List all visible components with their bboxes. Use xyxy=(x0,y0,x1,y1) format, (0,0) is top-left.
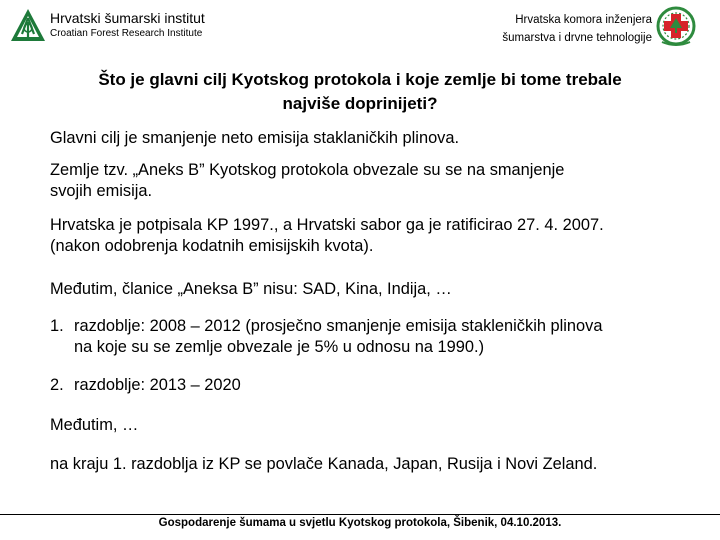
paragraph-non-members: Međutim, članice „Aneksa B” nisu: SAD, Kina, Indija, … xyxy=(50,280,452,298)
period-1-line2: na koje su se zemlje obvezale je 5% u odnosu na 1990.) xyxy=(74,338,485,356)
paragraph-croatia-line2: (nakon odobrenja kodatnih emisijskih kvota). xyxy=(50,237,374,255)
forestry-chamber-emblem-icon xyxy=(656,6,696,48)
period-1-text: razdoblje: 2008 – 2012 (prosječno smanjenje emisija stakleničkih plinova xyxy=(74,317,603,335)
chamber-name-line2: šumarstva i drvne tehnologije xyxy=(502,32,652,44)
slide-title-line1: Što je glavni cilj Kyotskog protokola i koje zemlje bi tome trebale xyxy=(98,70,622,89)
period-1-line1 xyxy=(50,316,690,337)
paragraph-croatia-ratification xyxy=(50,215,690,257)
paragraph-withdrawals: na kraju 1. razdoblja iz KP se povlače Kanada, Japan, Rusija i Novi Zeland. xyxy=(50,455,598,473)
institute-name: Hrvatski šumarski institut xyxy=(50,10,205,26)
chamber-name-line1: Hrvatska komora inženjera xyxy=(515,14,652,26)
list-item-period-2 xyxy=(50,375,690,396)
list-number: 2. xyxy=(50,376,64,394)
forest-institute-tree-logo-icon xyxy=(10,8,46,42)
footer-divider xyxy=(0,514,720,515)
period-2-text: razdoblje: 2013 – 2020 xyxy=(74,376,241,394)
institute-english-name: Croatian Forest Research Institute xyxy=(50,28,203,39)
list-item-period-1 xyxy=(50,316,690,358)
paragraph-main-goal: Glavni cilj je smanjenje neto emisija staklaničkih plinova. xyxy=(50,129,460,147)
paragraph-annex-b-line1: Zemlje tzv. „Aneks B” Kyotskog protokola obvezale su se na smanjenje xyxy=(50,161,565,179)
footer-text: Gospodarenje šumama u svjetlu Kyotskog protokola, Šibenik, 04.10.2013. xyxy=(158,517,562,529)
slide-title xyxy=(40,68,680,116)
paragraph-annex-b-line2: svojih emisija. xyxy=(50,182,153,200)
paragraph-however: Međutim, … xyxy=(50,416,139,434)
paragraph-annex-b xyxy=(50,160,690,202)
paragraph-croatia-line1: Hrvatska je potpisala KP 1997., a Hrvatski sabor ga je ratificirao 27. 4. 2007. xyxy=(50,216,604,234)
slide-title-line2: najviše doprinijeti? xyxy=(282,94,438,113)
chamber-name xyxy=(502,11,652,47)
list-number: 1. xyxy=(50,317,64,335)
